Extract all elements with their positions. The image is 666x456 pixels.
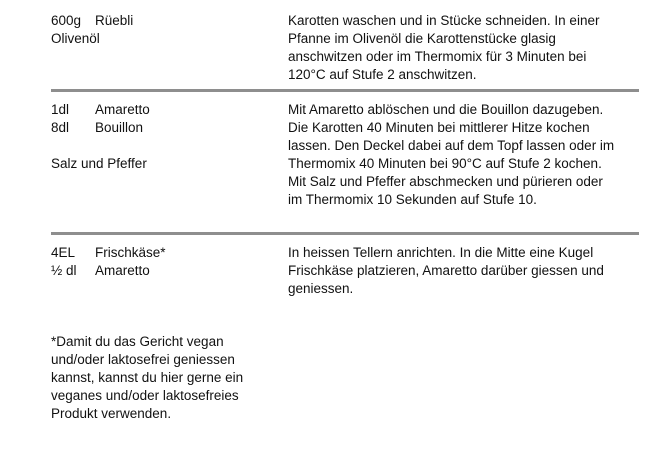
section-divider — [51, 89, 639, 92]
ingredient-quantity: 1dl — [51, 102, 70, 117]
ingredient-quantity: 8dl — [51, 120, 70, 135]
ingredient-name: Frischkäse* — [95, 245, 166, 260]
ingredient-name: Rüebli — [95, 13, 134, 28]
ingredient-name: Amaretto — [95, 263, 150, 278]
footnote: *Damit du das Gericht vegan und/oder laktosefrei geniessen kannst, kannst du hier gerne ein veganes und/oder laktosefreies Produkt verwenden. — [51, 334, 244, 421]
ingredient-quantity: ½ dl — [51, 263, 77, 278]
ingredient-spacer — [51, 137, 271, 155]
ingredient-name: Salz und Pfeffer — [51, 156, 147, 171]
ingredient-name: Amaretto — [95, 102, 150, 117]
ingredient-item — [51, 30, 271, 48]
section-divider — [51, 232, 639, 235]
step-instructions: In heissen Tellern anrichten. In die Mitte eine Kugel Frischkäse platzieren, Amaretto darüber giessen und geniessen. — [288, 245, 604, 296]
ingredient-list — [51, 12, 271, 48]
ingredient-name: Bouillon — [95, 120, 144, 135]
ingredient-name: Olivenöl — [51, 31, 100, 46]
step-instructions: Mit Amaretto ablöschen und die Bouillon dazugeben. Die Karotten 40 Minuten bei mittlerer Hitze kochen lassen. Den Deckel dabei auf dem Topf lassen oder im Thermomix 40 Minuten bei 90°C auf Stufe 2 kochen. Mit Salz und Pfeffer abschmecken und pürieren oder im Thermomix 10 Sekunden auf Stufe 10. — [288, 102, 615, 207]
ingredient-item — [51, 244, 271, 262]
ingredient-item — [51, 101, 271, 119]
ingredient-list — [51, 244, 271, 280]
ingredient-item — [51, 12, 271, 30]
ingredient-item — [51, 155, 271, 173]
ingredient-list — [51, 101, 271, 173]
ingredient-item — [51, 119, 271, 137]
step-instructions: Karotten waschen und in Stücke schneiden. In einer Pfanne im Olivenöl die Karottenstücke glasig anschwitzen oder im Thermomix für 3 Minuten bei 120°C auf Stufe 2 anschwitzen. — [288, 13, 600, 82]
ingredient-quantity: 4EL — [51, 245, 76, 260]
ingredient-quantity: 600g — [51, 13, 82, 28]
ingredient-item — [51, 262, 271, 280]
